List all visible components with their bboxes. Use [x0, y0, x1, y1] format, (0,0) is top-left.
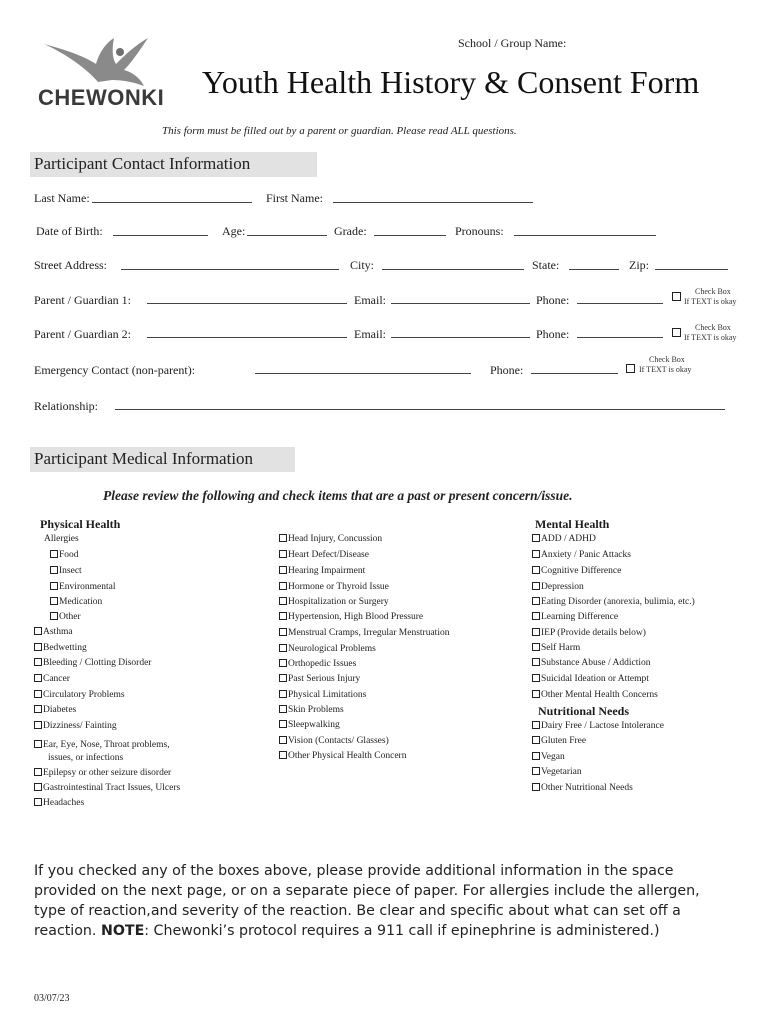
additional-info-note: If you checked any of the boxes above, please provide additional information in the space provided on the next page, or on a separate piece of paper. For allergies include the allergen, type of reaction,and severity of the reaction. Be clear and specific about what can set off a reaction. NOTE: Chewonki’s protocol requires a 911 call if epinephrine is administered.)	[34, 863, 700, 939]
ent-issues-line2: issues, or infections	[48, 753, 124, 763]
form-date: 03/07/23	[34, 993, 70, 1004]
allergy-item[interactable]	[50, 597, 102, 607]
checkbox[interactable]	[34, 798, 42, 806]
state-field[interactable]	[569, 269, 619, 270]
checkbox[interactable]	[50, 566, 58, 574]
checkbox[interactable]	[34, 674, 42, 682]
parent1-field[interactable]	[147, 303, 347, 304]
mental-item[interactable]	[532, 643, 580, 653]
parent1-phone-field[interactable]	[577, 303, 663, 304]
parent1-text-checkbox[interactable]	[672, 292, 681, 301]
school-group-label: School / Group Name:	[458, 36, 567, 50]
physical-label: Other Physical Health Concern	[288, 751, 407, 761]
allergy-label: Medication	[59, 597, 103, 607]
checkbox[interactable]	[532, 658, 540, 666]
checkbox[interactable]	[532, 674, 540, 682]
physical-item[interactable]	[279, 705, 344, 715]
physical-label: Epilepsy or other seizure disorder	[43, 768, 172, 778]
physical-item[interactable]	[34, 768, 171, 778]
parent2-field[interactable]	[147, 337, 347, 338]
physical-item[interactable]	[34, 643, 87, 653]
mental-label: Eating Disorder (anorexia, bulimia, etc.)	[541, 597, 695, 607]
physical-label: Hypertension, High Blood Pressure	[288, 612, 424, 622]
mental-item[interactable]	[532, 674, 649, 684]
physical-item[interactable]	[34, 690, 125, 700]
physical-label: Skin Problems	[288, 705, 344, 715]
physical-label: Asthma	[43, 627, 73, 637]
physical-label: Cancer	[43, 674, 70, 684]
physical-label: Headaches	[43, 798, 85, 808]
physical-item[interactable]	[34, 705, 76, 715]
checkbox[interactable]	[34, 721, 42, 729]
page-title: Youth Health History & Consent Form	[202, 64, 700, 100]
checkbox[interactable]	[532, 566, 540, 574]
nutrition-label: Vegan	[541, 752, 565, 762]
physical-label: Vision (Contacts/ Glasses)	[288, 736, 389, 746]
checkbox[interactable]	[532, 550, 540, 558]
physical-health-title: Physical Health	[40, 517, 121, 531]
nutrition-item[interactable]	[532, 736, 586, 746]
checkbox[interactable]	[532, 752, 540, 760]
checkbox[interactable]	[50, 612, 58, 620]
checkbox[interactable]	[34, 705, 42, 713]
physical-label: Head Injury, Concussion	[288, 534, 383, 544]
parent1-email-field[interactable]	[391, 303, 530, 304]
allergy-label: Environmental	[59, 582, 116, 592]
mental-label: Self Harm	[541, 643, 581, 653]
physical-item[interactable]	[34, 658, 151, 668]
checkbox[interactable]	[532, 690, 540, 698]
relationship-field[interactable]	[115, 409, 725, 410]
nutrition-label: Gluten Free	[541, 736, 587, 746]
mental-health-title: Mental Health	[535, 517, 610, 531]
mental-item[interactable]	[532, 612, 618, 622]
mental-item[interactable]	[532, 582, 584, 592]
nutrition-label: Vegetarian	[541, 767, 582, 777]
physical-label: Hospitalization or Surgery	[288, 597, 389, 607]
dob-label: Date of Birth:	[36, 224, 103, 238]
mental-label: IEP (Provide details below)	[541, 628, 646, 638]
checkbox[interactable]	[532, 628, 540, 636]
physical-label: Bleeding / Clotting Disorder	[43, 658, 152, 668]
checkbox[interactable]	[34, 658, 42, 666]
emergency-phone-field[interactable]	[531, 373, 618, 374]
mental-item[interactable]	[532, 628, 646, 638]
checkbox[interactable]	[34, 690, 42, 698]
allergy-label: Insect	[59, 566, 82, 576]
mental-item[interactable]	[532, 690, 658, 700]
checkbox[interactable]	[532, 643, 540, 651]
physical-label: Menstrual Cramps, Irregular Menstruation	[288, 628, 450, 638]
mental-item[interactable]	[532, 550, 631, 560]
nutritional-needs-title: Nutritional Needs	[538, 704, 629, 718]
physical-item[interactable]	[279, 751, 406, 761]
nutrition-label: Other Nutritional Needs	[541, 783, 633, 793]
checkbox[interactable]	[279, 720, 287, 728]
physical-label: Orthopedic Issues	[288, 659, 357, 669]
nutrition-label: Dairy Free / Lactose Intolerance	[541, 721, 664, 731]
physical-label: Circulatory Problems	[43, 690, 125, 700]
physical-item[interactable]	[34, 721, 117, 731]
medical-section-heading: Participant Medical Information	[30, 447, 295, 472]
age-field[interactable]	[247, 235, 327, 236]
mental-item[interactable]	[532, 566, 621, 576]
emergency-contact-field[interactable]	[255, 373, 471, 374]
checkbox[interactable]	[279, 597, 287, 605]
checkbox[interactable]	[532, 597, 540, 605]
age-label: Age:	[222, 224, 246, 238]
parent2-email-field[interactable]	[391, 337, 530, 338]
allergy-item[interactable]	[50, 550, 79, 560]
allergy-label: Other	[59, 612, 81, 622]
physical-item[interactable]	[279, 550, 369, 560]
relationship-label: Relationship:	[34, 399, 98, 413]
zip-label: Zip:	[629, 258, 649, 272]
logo-wordmark: CHEWONKI	[38, 85, 165, 110]
checkbox[interactable]	[34, 768, 42, 776]
last-name-field[interactable]	[92, 202, 252, 203]
physical-item[interactable]	[279, 690, 366, 700]
physical-label: Sleepwalking	[288, 720, 340, 730]
emergency-text-ok[interactable]: Check Box If TEXT is okay	[626, 355, 706, 375]
mental-label: Learning Difference	[541, 612, 619, 622]
physical-label: Neurological Problems	[288, 644, 376, 654]
logo	[36, 34, 176, 110]
checkbox[interactable]	[532, 736, 540, 744]
mental-item[interactable]	[532, 597, 695, 607]
mental-label: Anxiety / Panic Attacks	[541, 550, 631, 560]
physical-item[interactable]	[279, 736, 389, 746]
city-field[interactable]	[382, 269, 524, 270]
physical-item[interactable]	[279, 628, 449, 638]
allergy-item[interactable]	[50, 582, 115, 592]
street-label: Street Address:	[34, 258, 107, 272]
grade-label: Grade:	[334, 224, 367, 238]
checkbox[interactable]	[279, 628, 287, 636]
parent2-phone-label: Phone:	[536, 327, 570, 341]
physical-label: Diabetes	[43, 705, 77, 715]
nutrition-item[interactable]	[532, 767, 582, 777]
physical-item[interactable]	[34, 627, 73, 637]
pronouns-field[interactable]	[514, 235, 656, 236]
checkbox[interactable]	[50, 597, 58, 605]
physical-item[interactable]	[34, 674, 70, 684]
checkbox[interactable]	[279, 690, 287, 698]
checkbox[interactable]	[279, 674, 287, 682]
checkbox[interactable]	[279, 550, 287, 558]
allergy-item[interactable]	[50, 612, 81, 622]
checkbox[interactable]	[532, 612, 540, 620]
physical-label: Dizziness/ Fainting	[43, 721, 117, 731]
checkbox[interactable]	[279, 566, 287, 574]
allergy-item[interactable]	[50, 566, 82, 576]
physical-item[interactable]	[279, 534, 382, 544]
allergies-label: Allergies	[44, 534, 79, 544]
parent2-email-label: Email:	[354, 327, 386, 341]
contact-section-heading: Participant Contact Information	[30, 152, 317, 177]
checkbox[interactable]	[279, 751, 287, 759]
physical-item[interactable]	[279, 659, 356, 669]
checkbox[interactable]	[34, 783, 42, 791]
parent1-label: Parent / Guardian 1:	[34, 293, 131, 307]
nutrition-item[interactable]	[532, 752, 565, 762]
nutrition-item[interactable]	[532, 783, 633, 793]
parent2-text-ok[interactable]: Check Box If TEXT is okay	[672, 323, 750, 343]
mental-label: Cognitive Difference	[541, 566, 622, 576]
physical-item[interactable]	[34, 798, 84, 808]
street-field[interactable]	[121, 269, 339, 270]
physical-item[interactable]	[279, 582, 389, 592]
parent1-text-ok[interactable]: Check Box If TEXT is okay	[672, 287, 750, 307]
first-name-label: First Name:	[266, 191, 323, 205]
allergy-label: Food	[59, 550, 79, 560]
checkbox[interactable]	[34, 643, 42, 651]
zip-field[interactable]	[655, 269, 728, 270]
checkbox[interactable]	[279, 582, 287, 590]
parent2-text-checkbox[interactable]	[672, 328, 681, 337]
physical-label: Gastrointestinal Tract Issues, Ulcers	[43, 783, 181, 793]
checkbox[interactable]	[279, 659, 287, 667]
checkbox[interactable]	[34, 627, 42, 635]
city-label: City:	[350, 258, 375, 272]
pronouns-label: Pronouns:	[455, 224, 504, 238]
physical-item[interactable]	[279, 674, 360, 684]
checkbox[interactable]	[532, 582, 540, 590]
checkbox[interactable]	[50, 550, 58, 558]
mental-item[interactable]	[532, 534, 596, 544]
dob-field[interactable]	[113, 235, 208, 236]
checkbox[interactable]	[532, 721, 540, 729]
checkbox[interactable]	[532, 534, 540, 542]
emergency-text-checkbox[interactable]	[626, 364, 635, 373]
first-name-field[interactable]	[333, 202, 533, 203]
page-subtitle: This form must be filled out by a parent or guardian. Please read ALL questions.	[162, 125, 517, 137]
emergency-contact-label: Emergency Contact (non-parent):	[34, 363, 196, 377]
mental-item[interactable]	[532, 658, 651, 668]
mental-label: Substance Abuse / Addiction	[541, 658, 651, 668]
state-label: State:	[532, 258, 560, 272]
parent2-label: Parent / Guardian 2:	[34, 327, 131, 341]
checkbox[interactable]	[279, 612, 287, 620]
physical-item[interactable]	[279, 566, 365, 576]
checkbox[interactable]	[532, 783, 540, 791]
parent1-email-label: Email:	[354, 293, 386, 307]
physical-item[interactable]	[34, 783, 180, 793]
mental-label: Depression	[541, 582, 584, 592]
physical-label: Hearing Impairment	[288, 566, 366, 576]
physical-label: Past Serious Injury	[288, 674, 361, 684]
mental-label: ADD / ADHD	[541, 534, 596, 544]
checkbox[interactable]	[50, 582, 58, 590]
physical-label: Heart Defect/Disease	[288, 550, 369, 560]
checkbox[interactable]	[532, 767, 540, 775]
checkbox[interactable]	[279, 534, 287, 542]
checkbox[interactable]	[34, 740, 42, 748]
physical-label: Ear, Eye, Nose, Throat problems,	[43, 740, 170, 750]
parent2-phone-field[interactable]	[577, 337, 663, 338]
mental-label: Suicidal Ideation or Attempt	[541, 674, 649, 684]
checkbox[interactable]	[279, 644, 287, 652]
physical-item[interactable]	[34, 740, 170, 750]
medical-instruction: Please review the following and check items that are a past or present concern/issue.	[103, 488, 573, 503]
physical-item[interactable]	[279, 644, 376, 654]
physical-label: Hormone or Thyroid Issue	[288, 582, 389, 592]
physical-item[interactable]	[279, 720, 340, 730]
grade-field[interactable]	[374, 235, 446, 236]
nutrition-item[interactable]	[532, 721, 664, 731]
physical-label: Bedwetting	[43, 643, 87, 653]
checkbox[interactable]	[279, 736, 287, 744]
checkbox[interactable]	[279, 705, 287, 713]
physical-item[interactable]	[279, 597, 389, 607]
parent1-phone-label: Phone:	[536, 293, 570, 307]
physical-label: Physical Limitations	[288, 690, 367, 700]
physical-item[interactable]	[279, 612, 423, 622]
last-name-label: Last Name:	[34, 191, 90, 205]
emergency-phone-label: Phone:	[490, 363, 524, 377]
mental-label: Other Mental Health Concerns	[541, 690, 658, 700]
